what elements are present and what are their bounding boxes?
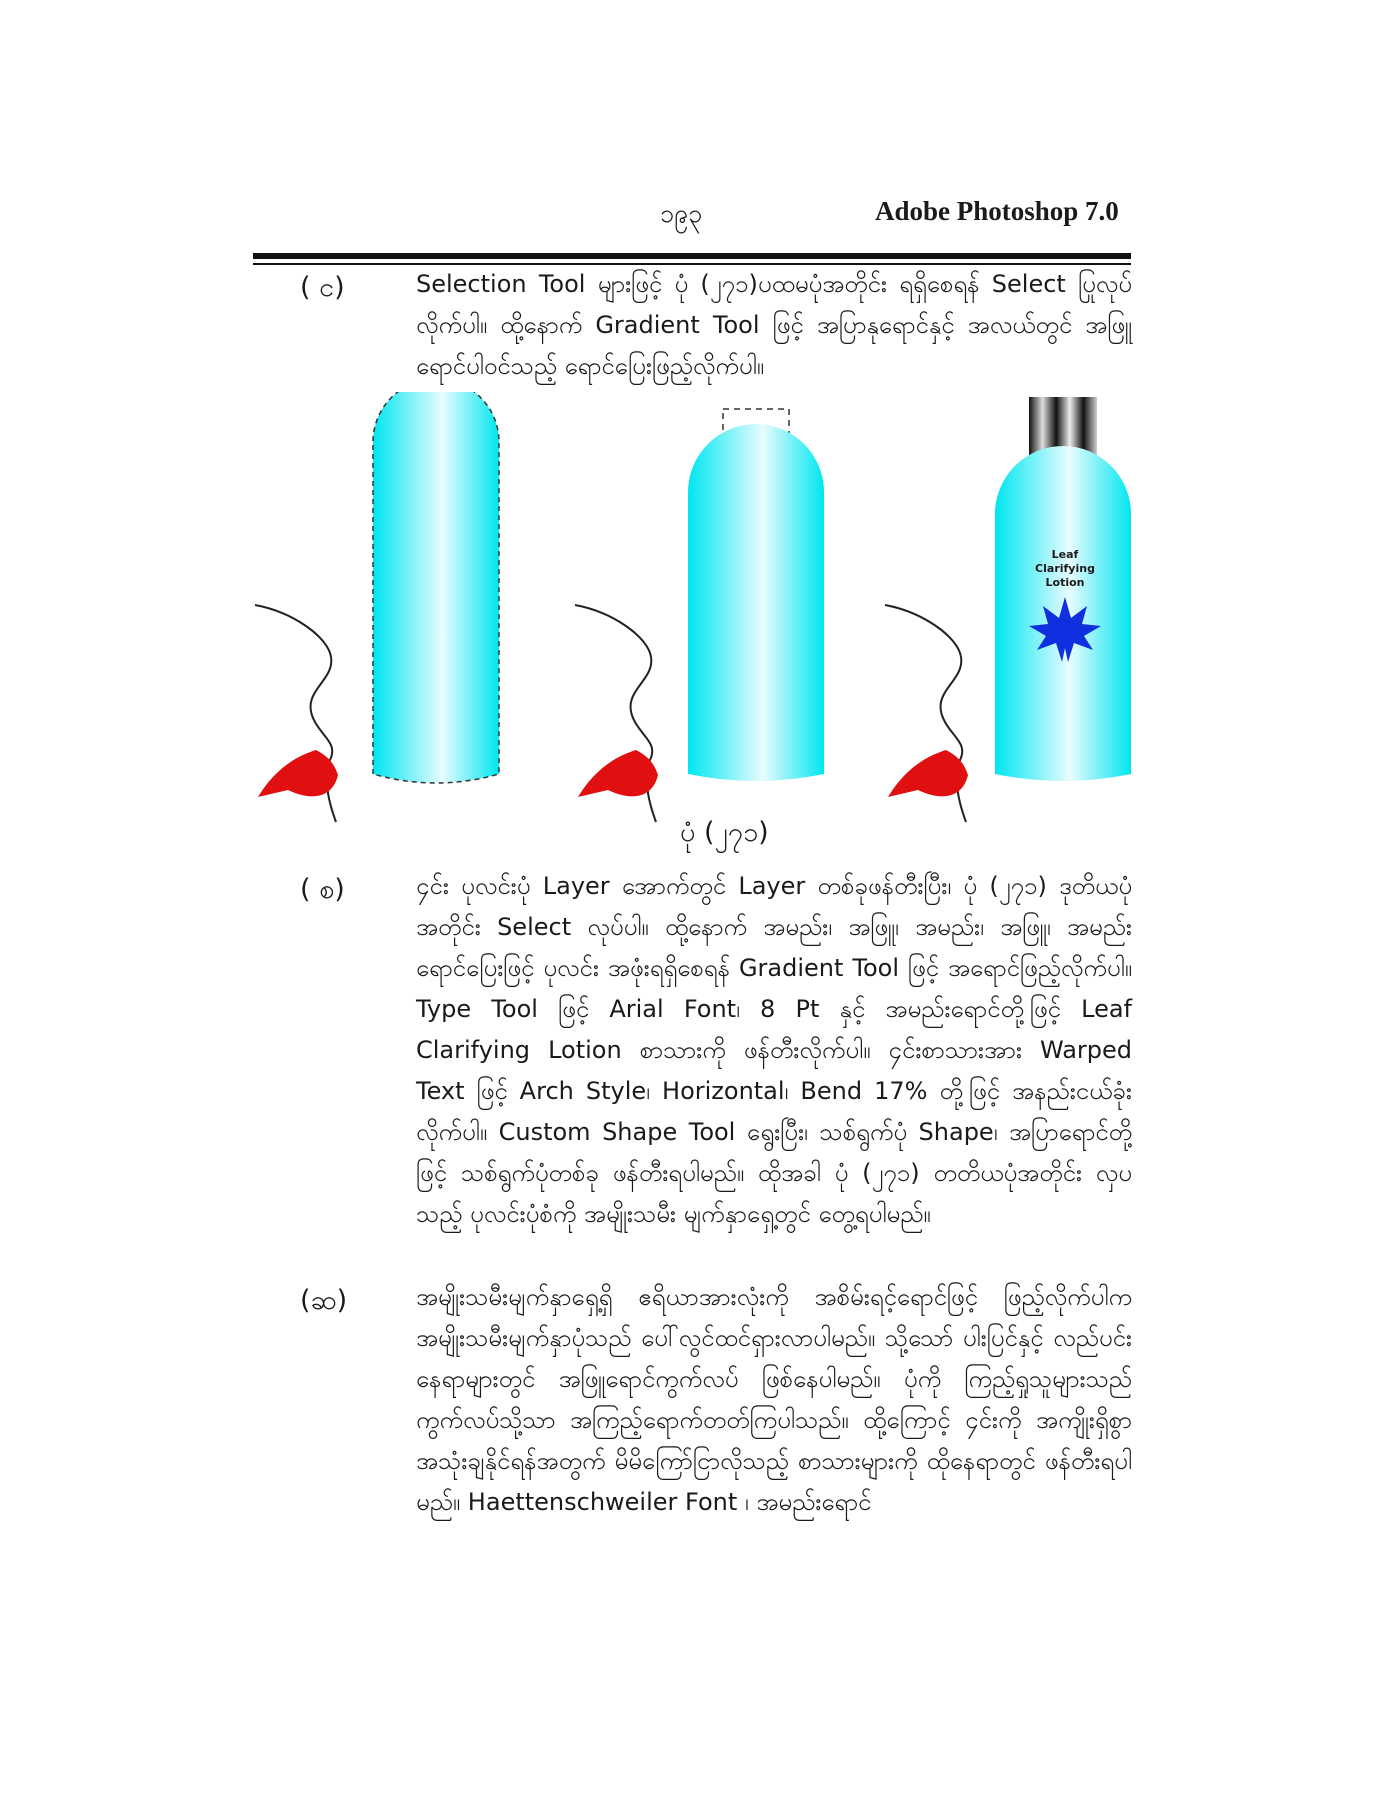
lips-shape	[888, 750, 968, 797]
figure-caption: ပုံ (၂၇၁)	[680, 817, 769, 848]
page-number: ၁၉၃	[660, 199, 703, 228]
item-text-hsa: အမျိုးသမီးမျက်နှာရှေ့ရှိ ဧရိယာအားလုံးကို အစိမ်းရင့်ရောင်ဖြင့် ဖြည့်လိုက်ပါက အမျိုးသမီးမျက်နှာပုံသည် ပေါ်လွင်ထင်ရှားလာပါမည်။ သို့သော် ပါးပြင်နှင့် လည်ပင်းနေရာများတွင် အဖြူရောင်ကွက်လပ် ဖြစ်နေပါမည်။ ပုံကို ကြည့်ရှုသူများသည် ကွက်လပ်သို့သာ အကြည့်ရောက်တတ်ကြပါသည်။ ထို့ကြောင့် ၄င်းကို အကျိုးရှိစွာ အသုံးချနိုင်ရန်အတွက် မိမိကြော်ငြာလိုသည့် စာသားများကို ထိုနေရာတွင် ဖန်တီးရပါမည်။ Haettenschweiler Font ၊ အမည်းရောင်	[416, 1283, 1132, 1516]
item-label-hsa: (ဆ)	[300, 1285, 348, 1316]
item-text-sa: ၄င်း ပုလင်းပုံ Layer အောက်တွင် Layer တစ်ခုဖန်တီးပြီး၊ ပုံ (၂၇၁) ဒုတိယပုံအတိုင်း Select လုပ်ပါ။ ထို့နောက် အမည်း၊ အဖြူ၊ အမည်း၊ အဖြူ၊ အမည်း ရောင်ပြေးဖြင့် ပုလင်း အဖုံးရရှိစေရန် Gradient Tool ဖြင့် အရောင်ဖြည့်လိုက်ပါ။ Type Tool ဖြင့် Arial Font၊ 8 Pt နှင့် အမည်းရောင်တို့ဖြင့် Leaf Clarifying Lotion စာသားကို ဖန်တီးလိုက်ပါ။ ၄င်းစာသားအား Warped Text ဖြင့် Arch Style၊ Horizontal၊ Bend 17% တို့ဖြင့် အနည်းငယ်ခုံးလိုက်ပါ။ Custom Shape Tool ရွေးပြီး၊ သစ်ရွက်ပုံ Shape၊ အပြာရောင်တို့ဖြင့် သစ်ရွက်ပုံတစ်ခု ဖန်တီးရပါမည်။ ထိုအခါ ပုံ (၂၇၁) တတိယပုံအတိုင်း လှပသည့် ပုလင်းပုံစံကို အမျိုးသမီး မျက်နှာရှေ့တွင် တွေ့ရပါမည်။	[416, 872, 1132, 1228]
panel-3-final-bottle	[885, 397, 1131, 822]
lips-shape	[578, 750, 658, 797]
figure-illustration	[253, 392, 1133, 824]
bottle-label-line-2: Clarifying	[1035, 562, 1095, 575]
panel-1-selection	[255, 392, 499, 822]
panel-2-cap-selection	[575, 409, 824, 822]
bottle-label-line-1: Leaf	[1051, 548, 1079, 561]
item-label-nga: ( င)	[300, 272, 345, 303]
bottle-body	[688, 424, 824, 781]
item-label-sa: ( စ)	[300, 874, 345, 905]
figure-271	[253, 392, 1133, 824]
item-text-nga: Selection Tool များဖြင့် ပုံ (၂၇၁)ပထမပုံအတိုင်း ရရှိစေရန် Select ပြုလုပ်လိုက်ပါ။ ထို့နောက် Gradient Tool ဖြင့် အပြာနုရောင်နှင့် အလယ်တွင် အဖြူရောင်ပါဝင်သည့် ရောင်ပြေးဖြည့်လိုက်ပါ။	[416, 270, 1132, 380]
header-rule-thick	[253, 253, 1131, 259]
book-title: Adobe Photoshop 7.0	[875, 196, 1119, 226]
bottle-label-line-3: Lotion	[1045, 576, 1085, 589]
bottle-body-selected	[373, 392, 499, 783]
lips-shape	[258, 750, 338, 797]
